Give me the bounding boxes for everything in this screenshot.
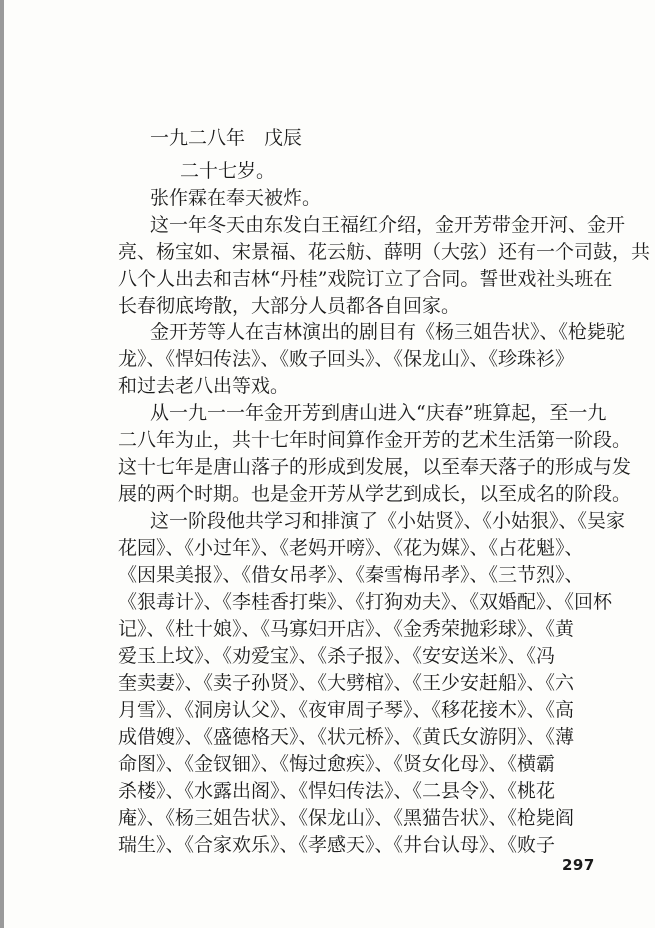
age-line: 二十七岁。	[180, 160, 276, 182]
text-line: 和过去老八出等戏。	[118, 375, 290, 397]
text-line: 花园》、《小过年》、《老妈开嗙》、《花为媒》、《占花魁》、	[118, 537, 584, 559]
text-line: 爱玉上坟》、《劝爱宝》、《杀子报》、《安安送米》、《冯	[118, 645, 556, 667]
text-line: 杀楼》、《水露出阁》、《悍妇传法》、《二县令》、《桃花	[118, 780, 556, 802]
text-line: 长春彻底垮散，大部分人员都各自回家。	[118, 295, 461, 317]
text-line: 成借嫂》、《盛德格天》、《状元桥》、《黄氏女游阴》、《薄	[118, 726, 575, 748]
text-line: 龙》、《悍妇传法》、《败子回头》、《保龙山》、《珍珠衫》	[118, 348, 575, 370]
text-line: 《因果美报》、《借女吊孝》、《秦雪梅吊孝》、《三节烈》、	[118, 564, 584, 586]
text-line: 展的两个时期。也是金开芳从学艺到成长，以至成名的阶段。	[118, 483, 632, 505]
text-line: 亮、杨宝如、宋景福、花云舫、薛明（大弦）还有一个司鼓，共	[118, 241, 651, 263]
text-line: 记》、《杜十娘》、《马寡妇开店》、《金秀荣抛彩球》、《黄	[118, 618, 575, 640]
text-line: 这一年冬天由东发白王福红介绍，金开芳带金开河、金开	[150, 214, 626, 236]
text-line: 瑞生》、《合家欢乐》、《孝感天》、《井台认母》、《败子	[118, 834, 556, 856]
text-line: 从一九一一年金开芳到唐山进入“庆春”班算起，至一九	[150, 402, 607, 424]
text-line: 金开芳等人在吉林演出的剧目有《杨三姐告状》、《枪毙驼	[150, 321, 626, 343]
text-line: 月雪》、《洞房认父》、《夜审周子琴》、《移花接木》、《高	[118, 699, 575, 721]
text-line: 命图》、《金钗钿》、《悔过愈疾》、《贤女化母》、《横霸	[118, 753, 556, 775]
text-line: 庵》、《杨三姐告状》、《保龙山》、《黑猫告状》、《枪毙阎	[118, 807, 575, 829]
text-line: 八个人出去和吉林“丹桂”戏院订立了合同。誓世戏社头班在	[118, 268, 613, 290]
text-line: 奎卖妻》、《卖子孙贤》、《大劈棺》、《王少安赶船》、《六	[118, 672, 575, 694]
year-heading: 一九二八年 戊辰	[150, 127, 303, 149]
page-number: 297	[562, 856, 595, 874]
text-line: 二八年为止，共十七年时间算作金开芳的艺术生活第一阶段。	[118, 429, 632, 451]
page-edge-shadow	[0, 0, 4, 928]
text-line: 张作霖在奉天被炸。	[150, 187, 322, 209]
text-line: 《狠毒计》、《李桂香打柴》、《打狗劝夫》、《双婚配》、《回杯	[118, 591, 613, 613]
text-line: 这十七年是唐山落子的形成到发展，以至奉天落子的形成与发	[118, 456, 632, 478]
text-line: 这一阶段他共学习和排演了《小姑贤》、《小姑狠》、《吴家	[150, 510, 626, 532]
